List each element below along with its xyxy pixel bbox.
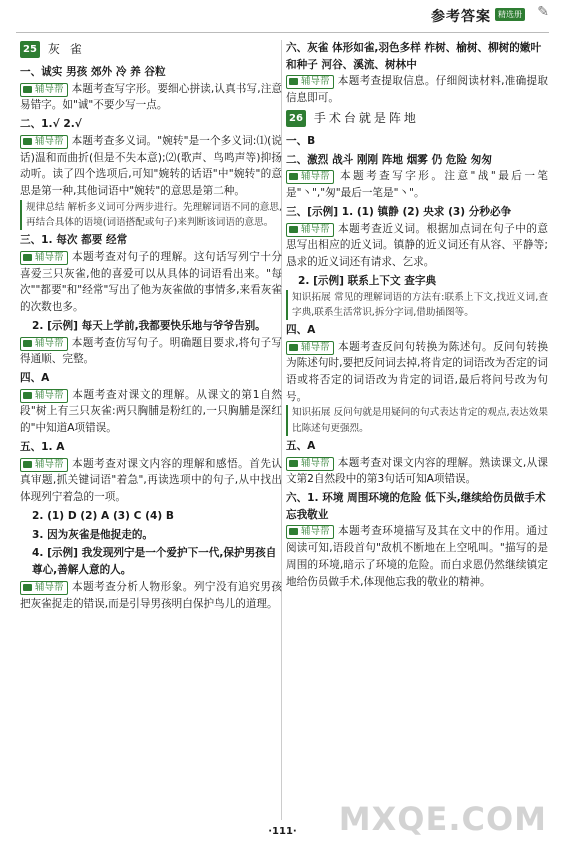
answer-3-2: 2. [示例] 每天上学前,我都要快乐地与爷爷告别。 bbox=[32, 319, 266, 332]
header-badge: 精选册 bbox=[495, 8, 525, 21]
explanation-r5: 辅导帮 本题考查对课文内容的理解。熟读课文,从课文第2自然段中的第3句话可知A项错误。 bbox=[286, 456, 548, 486]
answer-r2: 二、激烈 战斗 刚刚 阵地 烟雾 仍 危险 匆匆 bbox=[286, 153, 492, 166]
explanation-2: 辅导帮 本题考查多义词。"婉转"是一个多义词:⑴(说话)温和而曲折(但是不失本意);⑵(歌声、鸟鸣声等)抑扬动听。读了四个选项后,可知"婉转的话语"中"婉转"的意思是第一种,其他词语中"婉转"的意思是第二种。 bbox=[20, 134, 282, 198]
pen-icon: ✎ bbox=[537, 4, 549, 20]
section-title: 手术台就是阵地 bbox=[313, 110, 419, 125]
explanation-5-4: 辅导帮 本题考查分析人物形象。列宁没有追究男孩把灰雀捉走的错误,而是引导男孩明白保护鸟儿的道理。 bbox=[20, 580, 282, 610]
section-header-26 bbox=[286, 109, 548, 128]
answer-5-4: 4. [示例] 我发现列宁是一个爱护下一代,保护男孩自尊心,善解人意的人。 bbox=[32, 547, 277, 577]
helper-tag: 辅导帮 bbox=[20, 83, 68, 97]
answer-5-3: 3. 因为灰雀是他捉走的。 bbox=[32, 528, 154, 541]
answer-2: 二、1.√ 2.√ bbox=[20, 118, 82, 131]
answer-r1: 一、B bbox=[286, 134, 316, 147]
helper-tag: 辅导帮 bbox=[20, 337, 68, 351]
answer-5-2: 2. (1) D (2) A (3) C (4) B bbox=[32, 509, 174, 522]
explanation-r6: 辅导帮 本题考查环境描写及其在文中的作用。通过阅读可知,语段首句"敌机不断地在上空吼叫。"描写的是周围的环境,暗示了环境的危险。而白求恩仍然继续镇定地给伤员做手术,体现他忘我的敬业的精神。 bbox=[286, 525, 548, 588]
section-header-25 bbox=[20, 40, 282, 59]
left-column bbox=[20, 38, 282, 822]
answer-r3: 三、[示例] 1. (1) 镇静 (2) 央求 (3) 分秒必争 bbox=[286, 205, 512, 218]
explanation-r3: 辅导帮 本题考查近义词。根据加点词在句子中的意思写出相应的近义词。镇静的近义词还有从容、平静等;恳求的近义词还有请求、乞求。 bbox=[286, 222, 548, 269]
helper-tag: 辅导帮 bbox=[286, 223, 334, 237]
note-knowledge-extension: 知识拓展 常见的理解词语的方法有:联系上下文,找近义词,查字典,联系生活常识,拆分字词,借助插图等。 bbox=[286, 290, 548, 320]
helper-tag: 辅导帮 bbox=[286, 457, 334, 471]
helper-tag: 辅导帮 bbox=[20, 581, 68, 595]
answer-r3-2: 2. [示例] 联系上下文 查字典 bbox=[298, 274, 437, 287]
page-header bbox=[0, 0, 565, 34]
helper-tag: 辅导帮 bbox=[286, 341, 334, 355]
helper-tag: 辅导帮 bbox=[286, 525, 334, 539]
watermark: MXQE.COM bbox=[338, 800, 547, 838]
header-title: 参考答案 bbox=[431, 9, 491, 25]
note-rule-summary: 规律总结 解析多义词可分两步进行。先理解词语不同的意思,再结合具体的语境(词语搭配或句子)来判断该词语的意思。 bbox=[20, 200, 282, 230]
answer-1: 一、诚实 男孩 郊外 冷 养 谷粒 bbox=[20, 65, 166, 78]
explanation-6: 辅导帮 本题考查提取信息。仔细阅读材料,准确提取信息即可。 bbox=[286, 75, 548, 105]
section-number: 26 bbox=[286, 110, 306, 128]
explanation-3: 辅导帮 本题考查对句子的理解。这句话写列宁十分喜爱三只灰雀,他的喜爱可以从具体的词语看出来。"每次""都要"和"经常"写出了他为灰雀做的事情多,来看灰雀的次数也多。 bbox=[20, 250, 282, 314]
helper-tag: 辅导帮 bbox=[20, 389, 68, 403]
section-title: 灰 雀 bbox=[47, 42, 85, 56]
explanation-4: 辅导帮 本题考查对课文的理解。从课文的第1自然段"树上有三只灰雀:两只胸脯是粉红的,一只胸脯是深红的"中知道A项错误。 bbox=[20, 388, 282, 435]
answer-r5: 五、A bbox=[286, 439, 316, 452]
helper-tag: 辅导帮 bbox=[20, 251, 68, 265]
explanation-r4: 辅导帮 本题考查反问句转换为陈述句。反问句转换为陈述句时,要把反问词去掉,将肯定的词语改为否定的词语或将否定的词语改为肯定的词语,最后将问号改为句号。 bbox=[286, 340, 548, 403]
note-knowledge-extension-2: 知识拓展 反问句就是用疑问的句式表达肯定的观点,表达效果比陈述句更强烈。 bbox=[286, 405, 548, 435]
explanation-3-2: 辅导帮 本题考查仿写句子。明确题目要求,将句子写得通顺、完整。 bbox=[20, 336, 282, 366]
answer-3: 三、1. 每次 都要 经常 bbox=[20, 234, 128, 247]
helper-tag: 辅导帮 bbox=[286, 75, 334, 89]
explanation-r2: 辅导帮 本题考查写字形。注意"战"最后一笔是"丶","匆"最后一笔是"丶"。 bbox=[286, 170, 548, 200]
page-number: ·111· bbox=[268, 826, 297, 837]
explanation-1: 辅导帮 本题考查写字形。要细心拼读,认真书写,注意易错字。如"诚"不要少写一点。 bbox=[20, 82, 282, 112]
answer-r6: 六、1. 环境 周围环境的危险 低下头,继续给伤员做手术 忘我敬业 bbox=[286, 492, 546, 521]
helper-tag: 辅导帮 bbox=[20, 135, 68, 149]
explanation-5: 辅导帮 本题考查对课文内容的理解和感悟。首先认真审题,抓关键词语"着急",再读选项中的句子,从中找出体现列宁着急的一项。 bbox=[20, 457, 282, 504]
answer-r4: 四、A bbox=[286, 323, 316, 336]
section-number: 25 bbox=[20, 41, 40, 59]
helper-tag: 辅导帮 bbox=[286, 170, 334, 184]
header-rule bbox=[16, 32, 549, 33]
answer-6: 六、灰雀 体形如雀,羽色多样 柞树、榆树、柳树的嫩叶和种子 河谷、溪流、树林中 bbox=[286, 42, 542, 71]
answer-5: 五、1. A bbox=[20, 440, 65, 453]
answer-4: 四、A bbox=[20, 372, 50, 385]
helper-tag: 辅导帮 bbox=[20, 458, 68, 472]
right-column bbox=[286, 38, 548, 822]
